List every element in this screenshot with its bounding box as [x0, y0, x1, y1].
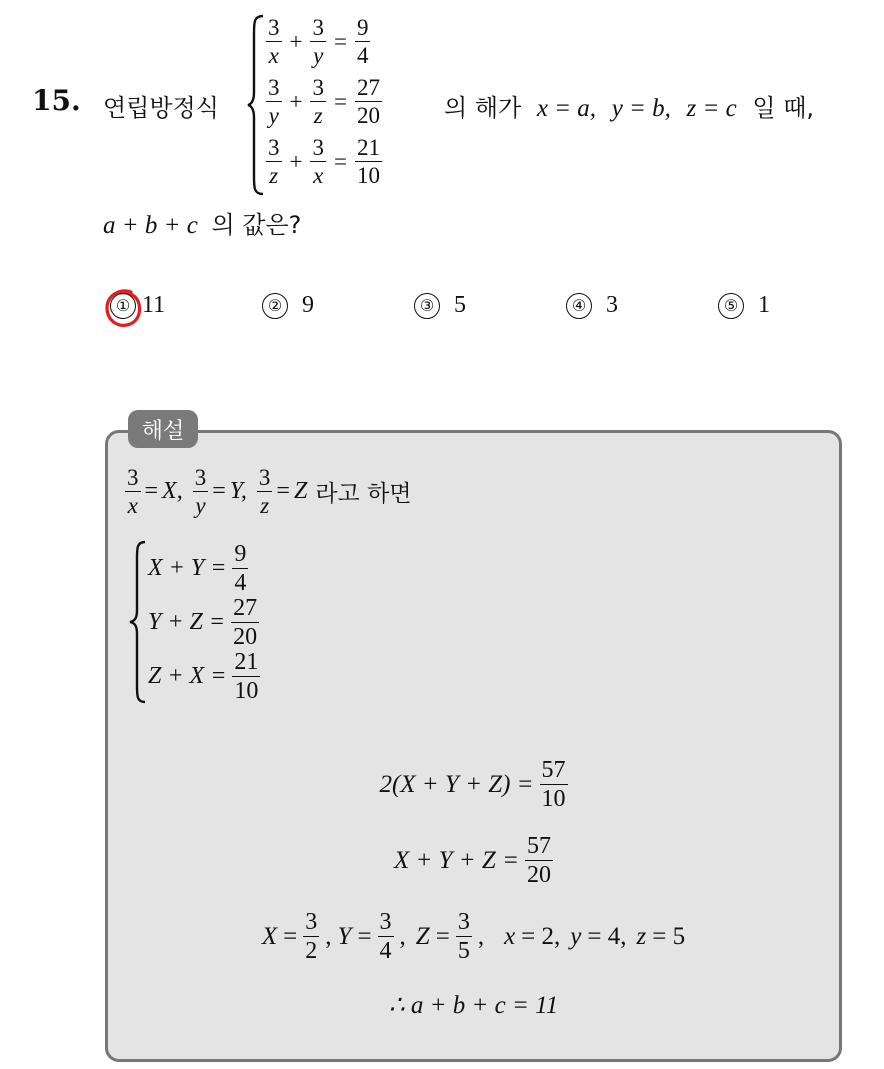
fraction: $\frac{27}{20}$: [356, 75, 380, 128]
fraction: $\frac{3}{z}$: [258, 465, 271, 518]
solution-tag: 해설: [128, 410, 198, 448]
solution-line-3: X = $\frac{3}{2}$ , Y = $\frac{3}{4}$ , Z = $\frac{3}{5}$ , x = 2, y = 4, z = 5: [261, 909, 686, 964]
fraction: $\frac{3}{x}$: [127, 465, 139, 518]
choice-value: 11: [142, 292, 166, 318]
choice-2[interactable]: [262, 292, 314, 319]
choice-number: ②: [262, 293, 288, 319]
problem-equation-row: $\frac{3}{x}$ + $\frac{3}{y}$ = $\frac{9}{4}$: [268, 15, 369, 68]
fraction: $\frac{21}{10}$: [356, 135, 380, 188]
fraction: $\frac{3}{z}$: [268, 135, 280, 188]
solution-line-2: X + Y + Z = $\frac{57}{20}$: [394, 833, 551, 888]
choice-value: 3: [606, 292, 618, 318]
choice-4[interactable]: [566, 292, 618, 319]
choice-number: ④: [566, 293, 592, 319]
solution-equation-row: Y + Z = $\frac{27}{20}$: [148, 595, 258, 650]
fraction: $\frac{3}{y}$: [312, 15, 324, 68]
fraction: $\frac{9}{4}$: [356, 15, 369, 68]
choice-5[interactable]: [718, 292, 770, 319]
solution-equation-system: [128, 540, 328, 710]
solution-equation-row: Z + X = $\frac{21}{10}$: [148, 649, 259, 704]
problem-label: 연립방정식: [103, 94, 219, 122]
fraction: $\frac{3}{y}$: [194, 465, 207, 518]
fraction: $\frac{3}{y}$: [268, 75, 280, 128]
problem-number: 15.: [32, 84, 81, 117]
solution-substitution: $\frac{3}{x}$ = X, $\frac{3}{y}$ = Y, $\frac{3}{z}$ = Z 라고 하면: [127, 465, 412, 518]
choice-number: ①: [110, 293, 136, 319]
left-brace-icon: [246, 14, 266, 196]
fraction: $\frac{3}{z}$: [312, 75, 324, 128]
fraction: $\frac{3}{x}$: [312, 135, 324, 188]
left-brace-icon: [128, 540, 148, 705]
problem-condition: 의 해가 x = a, y = b, z = c 일 때,: [444, 94, 815, 122]
solution-box: [105, 430, 842, 1062]
problem-equation-row: $\frac{3}{z}$ + $\frac{3}{x}$ = $\frac{21}{10}$: [268, 135, 380, 188]
choice-3[interactable]: [414, 292, 466, 319]
choice-value: 9: [302, 292, 314, 318]
solution-line-1: 2(X + Y + Z) = $\frac{57}{10}$: [379, 757, 566, 812]
problem-question: a + b + c 의 값은?: [103, 211, 302, 239]
choice-number: ③: [414, 293, 440, 319]
problem-equation-row: $\frac{3}{y}$ + $\frac{3}{z}$ = $\frac{27}{20}$: [268, 75, 380, 128]
problem-equation-system: [246, 10, 426, 195]
solution-equation-row: X + Y = $\frac{9}{4}$: [148, 541, 247, 596]
choice-value: 1: [758, 292, 770, 318]
choice-value: 5: [454, 292, 466, 318]
fraction: $\frac{3}{x}$: [268, 15, 280, 68]
choice-number: ⑤: [718, 293, 744, 319]
solution-line-4: ∴ a + b + c = 11: [388, 992, 559, 1019]
choice-1[interactable]: [110, 292, 165, 319]
